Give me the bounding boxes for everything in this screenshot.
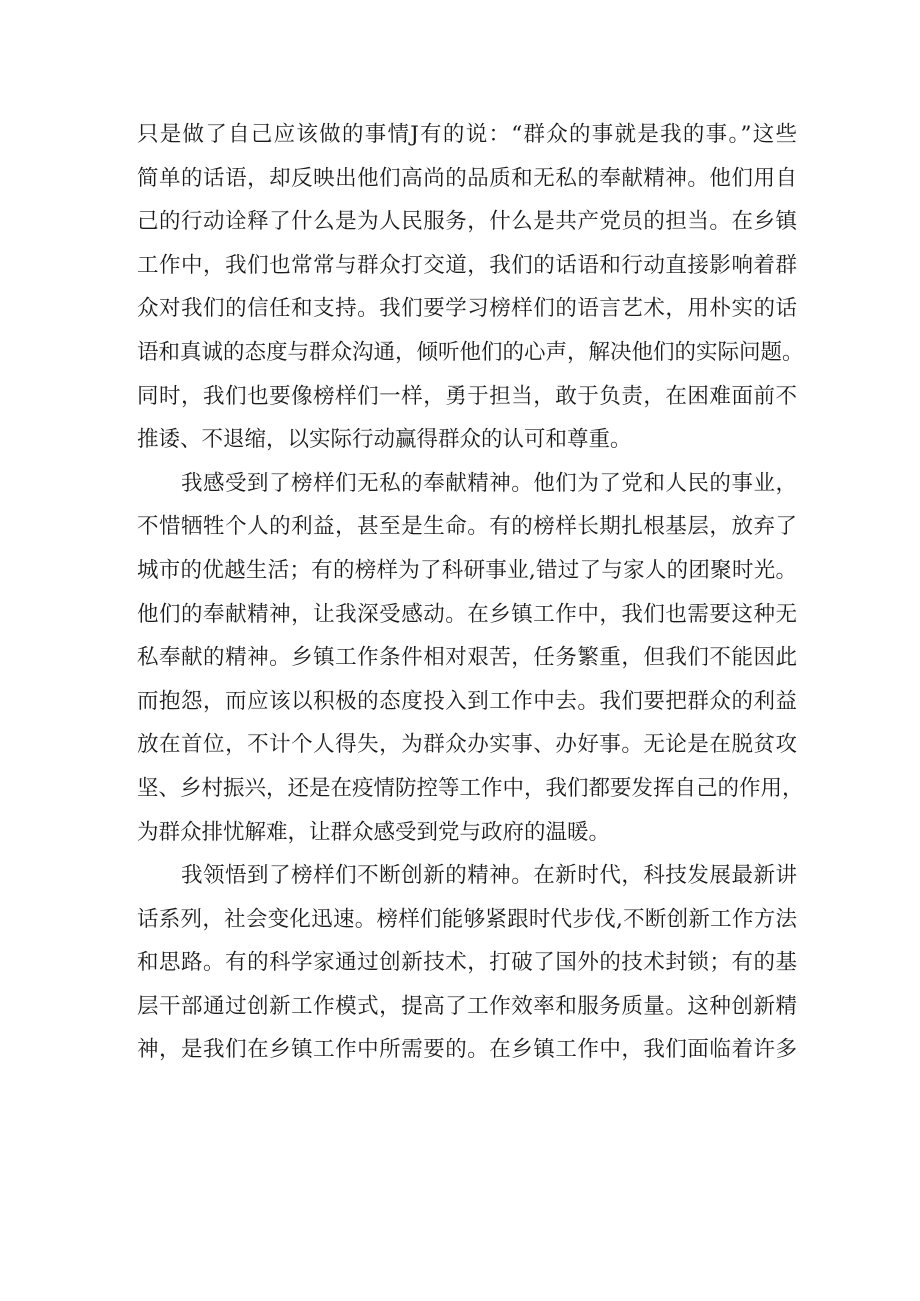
paragraph-2 xyxy=(137,462,804,854)
text-line: 推诿、不退缩，以实际行动赢得群众的认可和尊重。 xyxy=(137,427,632,453)
text-line: 众对我们的信任和支持。我们要学习榜样们的语言艺术，用朴实的话 xyxy=(137,296,797,322)
text-line: 私奉献的精神。乡镇工作条件相对艰苦，任务繁重，但我们不能因此 xyxy=(137,645,797,671)
text-line: 城市的优越生活；有的榜样为了科研事业,错过了与家人的团聚时光。 xyxy=(137,557,797,583)
text-line: 我领悟到了榜样们不断创新的精神。在新时代，科技发展最新讲 xyxy=(181,863,797,889)
text-line: 神，是我们在乡镇工作中所需要的。在乡镇工作中，我们面临着许多 xyxy=(137,1037,797,1063)
text-line: 我感受到了榜样们无私的奉献精神。他们为了党和人民的事业， xyxy=(181,470,797,496)
paragraph-1 xyxy=(137,113,804,462)
text-line: 和思路。有的科学家通过创新技术，打破了国外的技术封锁；有的基 xyxy=(137,950,797,976)
text-line: 只是做了自己应该做的事情J有的说：“群众的事就是我的事。”这些 xyxy=(137,122,797,147)
text-line: 层干部通过创新工作模式，提高了工作效率和服务质量。这种创新精 xyxy=(137,993,797,1019)
text-line: 工作中，我们也常常与群众打交道，我们的话语和行动直接影响着群 xyxy=(137,252,797,278)
text-line: 而抱怨，而应该以积极的态度投入到工作中去。我们要把群众的利益 xyxy=(137,688,797,714)
text-line: 他们的奉献精神，让我深受感动。在乡镇工作中，我们也需要这种无 xyxy=(137,601,797,627)
text-line: 己的行动诠释了什么是为人民服务，什么是共产党员的担当。在乡镇 xyxy=(137,209,797,235)
text-line: 简单的话语，却反映出他们高尚的品质和无私的奉献精神。他们用自 xyxy=(137,165,797,191)
text-line: 同时，我们也要像榜样们一样，勇于担当，敢于负责，在困难面前不 xyxy=(137,383,797,409)
paragraph-3 xyxy=(137,854,797,1072)
text-line: 放在首位，不计个人得失，为群众办实事、办好事。无论是在脱贫攻 xyxy=(137,732,797,758)
text-line: 不惜牺牲个人的利益，甚至是生命。有的榜样长期扎根基层，放弃了 xyxy=(137,514,797,540)
document-body xyxy=(137,113,804,1072)
text-line: 为群众排忧解难，让群众感受到党与政府的温暖。 xyxy=(137,819,611,845)
text-line: 语和真诚的态度与群众沟通，倾听他们的心声，解决他们的实际问题。 xyxy=(137,339,804,365)
text-line: 坚、乡村振兴，还是在疫情防控等工作中，我们都要发挥自己的作用， xyxy=(137,775,804,801)
text-line: 话系列，社会变化迅速。榜样们能够紧跟时代步伐,不断创新工作方法 xyxy=(137,906,797,932)
